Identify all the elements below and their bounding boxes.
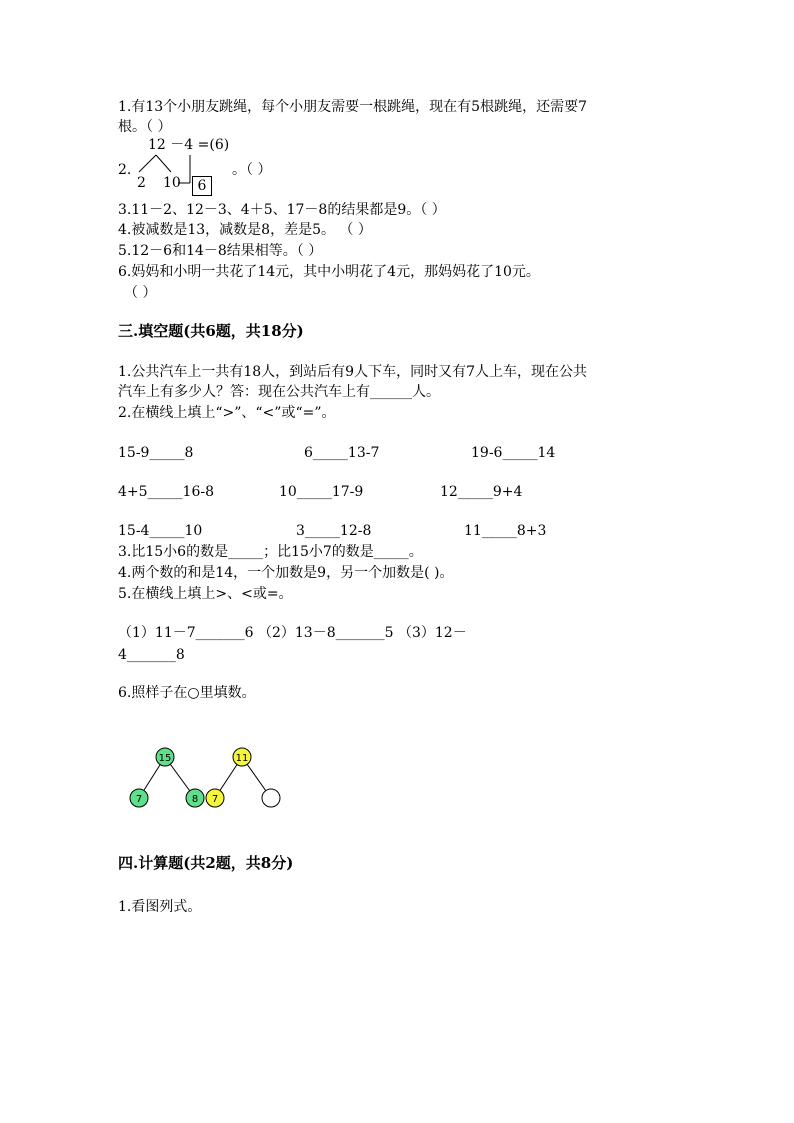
compare-item: 3_____12-8 [296,523,372,539]
tf-q4: 4.被减数是13，减数是8，差是5。 （ ） [118,222,372,238]
s3-q1-line1: 1.公共汽车上一共有18人，到站后有9人下车，同时又有7人上车，现在公共 [118,364,587,380]
svg-text:15: 15 [158,753,172,764]
tf-q2-tail: 。（ ） [232,162,272,178]
tf-q2-equation: 12 －4 =(6) [148,137,230,153]
tf-q2-boxed-number: 6 [192,176,212,196]
svg-text:8: 8 [191,794,199,805]
compare-item: 6_____13-7 [304,445,380,461]
section3-heading: 三.填空题(共6题，共18分) [118,322,304,340]
s4-q1: 1.看图列式。 [118,899,202,915]
tree2-right-node-blank [262,789,280,807]
s3-q6: 6.照样子在○里填数。 [118,685,256,701]
svg-text:7: 7 [211,794,219,805]
tree2-left-node [206,789,224,807]
compare-item: 4+5_____16-8 [118,484,214,500]
tf-q2-label: 2. [118,162,132,178]
tf-q1-line2: 根。（ ） [118,119,172,135]
compare-item: 15-4_____10 [118,523,203,539]
compare-item: 12_____9+4 [440,484,523,500]
tf-q2-middle-number: 10 [163,175,181,191]
s3-q2: 2.在横线上填上“>”、“<”或“=”。 [118,405,336,421]
tree1-right-node [186,789,204,807]
tf-q1-line1: 1.有13个小朋友跳绳，每个小朋友需要一根跳绳，现在有5根跳绳，还需要7 [118,99,587,115]
compare-item: 19-6_____14 [471,445,556,461]
tf-q2-left-number: 2 [137,175,146,191]
tf-q6-line1: 6.妈妈和小明一共花了14元，其中小明花了4元，那妈妈花了10元。 [118,264,540,280]
s3-q5-items-line2: 4_______8 [118,647,185,663]
s3-q5: 5.在横线上填上>、<或=。 [118,586,293,602]
tf-q5: 5.12－6和14－8结果相等。（ ） [118,243,323,259]
compare-item: 10_____17-9 [279,484,364,500]
tree1-top-node [156,748,174,766]
tf-q6-line2: （ ） [124,285,157,301]
tree2-top-node [233,748,251,766]
tree1-left-node [130,789,148,807]
section4-heading: 四.计算题(共2题，共8分) [118,854,294,872]
s3-q5-items-line1: （1）11－7_______6 （2）13－8_______5 （3）12－ [118,625,467,641]
svg-text:7: 7 [135,794,143,805]
svg-text:11: 11 [235,753,249,764]
s3-q3: 3.比15小6的数是_____；比15小7的数是_____。 [118,544,423,560]
compare-item: 11_____8+3 [464,523,547,539]
s3-q4: 4.两个数的和是14，一个加数是9，另一个加数是( )。 [118,565,454,581]
tf-q3: 3.11－2、12－3、4＋5、17－8的结果都是9。（ ） [118,202,446,218]
compare-item: 15-9_____8 [118,445,194,461]
s3-q1-line2: 汽车上有多少人？答：现在公共汽车上有______人。 [118,384,440,400]
